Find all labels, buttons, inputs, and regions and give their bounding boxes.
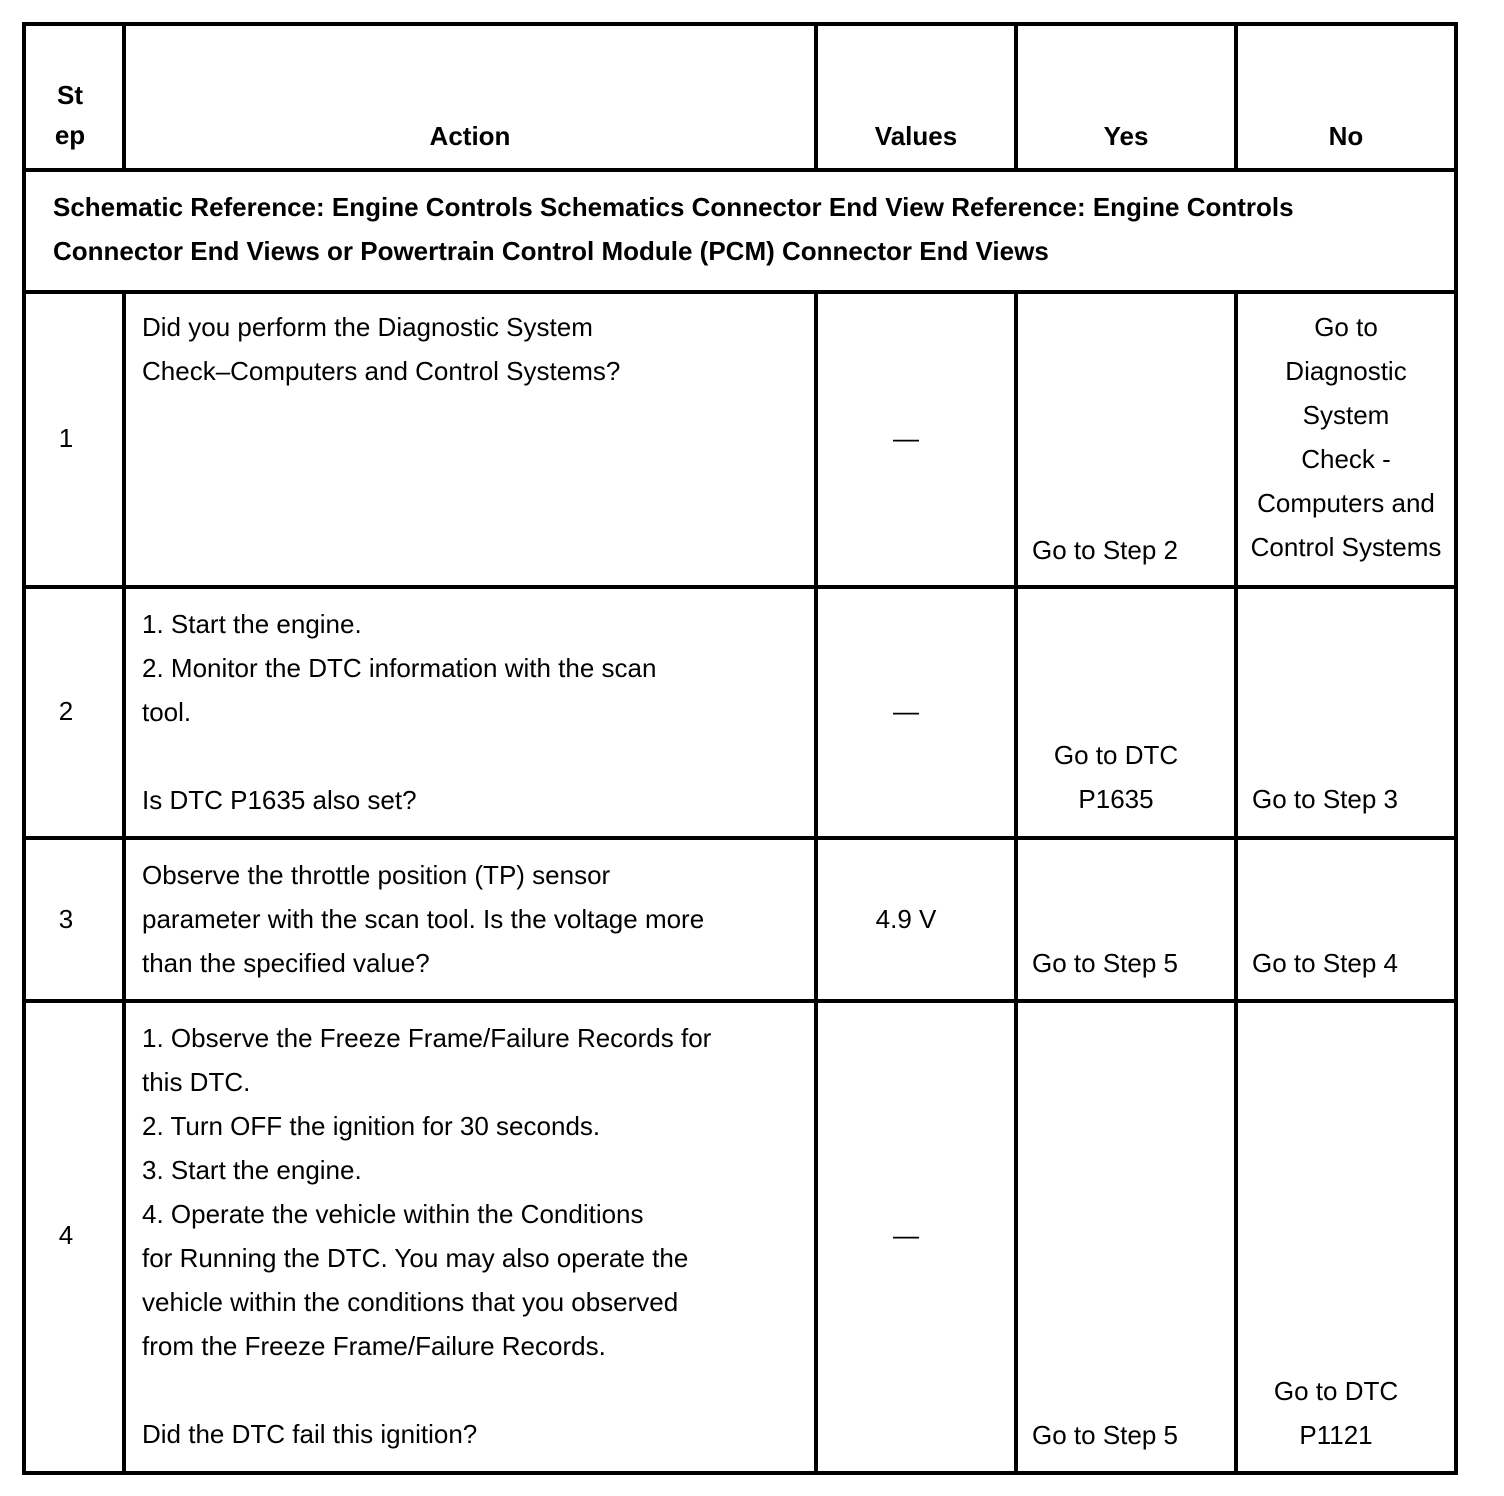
rule-header-bottom (22, 168, 1458, 172)
header-yes: Yes (1103, 121, 1149, 151)
rule-step-action-body (122, 290, 126, 1475)
rule-row3-bottom (22, 999, 1458, 1003)
step-number: 4 (58, 1220, 74, 1250)
rule-left (22, 22, 26, 1475)
rule-row1-bottom (22, 585, 1458, 589)
no-link: Go to Diagnostic System Check - Computers and Control Systems (1250, 312, 1442, 562)
no-link: Go to Step 4 (1252, 948, 1398, 978)
action-text: Did you perform the Diagnostic System Check–Computers and Control Systems? (142, 312, 621, 386)
rule-action-values-body (814, 290, 818, 1475)
action-text: 1. Start the engine. 2. Monitor the DTC information with the scan tool. Is DTC P1635 also set? (142, 609, 657, 815)
step-number: 2 (58, 696, 74, 726)
header-step: St ep (54, 80, 86, 150)
rule-row2-bottom (22, 836, 1458, 840)
step-number: 1 (58, 423, 74, 453)
step-number: 3 (58, 904, 74, 934)
action-text: Observe the throttle position (TP) sensor parameter with the scan tool. Is the voltage more than the specified value? (142, 860, 705, 978)
value-text: — (893, 1220, 919, 1250)
rule-reference-bottom (22, 290, 1458, 294)
no-link: Go to Step 3 (1252, 784, 1398, 814)
rule-values-yes-body (1014, 290, 1018, 1475)
rule-right (1454, 22, 1458, 1475)
value-text: — (893, 696, 919, 726)
header-values: Values (874, 121, 958, 151)
rule-bottom (22, 1471, 1458, 1475)
header-no: No (1328, 121, 1364, 151)
value-text: 4.9 V (875, 904, 937, 934)
action-text: 1. Observe the Freeze Frame/Failure Records for this DTC. 2. Turn OFF the ignition for 30 seconds. 3. Start the engine. 4. Operate the vehicle within the Conditions for Running the DTC. You may also operate the vehicle within the conditions that you observed from the Freeze Frame/Failure Records. Did the DTC fail this ignition? (142, 1023, 712, 1449)
header-action: Action (429, 121, 511, 151)
value-text: — (893, 423, 919, 453)
yes-link: Go to Step 5 (1032, 948, 1178, 978)
rule-top (22, 22, 1458, 26)
schematic-reference: Schematic Reference: Engine Controls Schematics Connector End View Reference: Engine Controls Connector End Views or Powertrain Control Module (PCM) Connector End Views (53, 192, 1294, 266)
yes-link: Go to Step 2 (1032, 535, 1178, 565)
yes-link: Go to Step 5 (1032, 1420, 1178, 1450)
no-link: Go to DTC P1121 (1273, 1376, 1399, 1450)
yes-link: Go to DTC P1635 (1053, 740, 1179, 814)
diagnostic-table (22, 22, 1458, 1474)
